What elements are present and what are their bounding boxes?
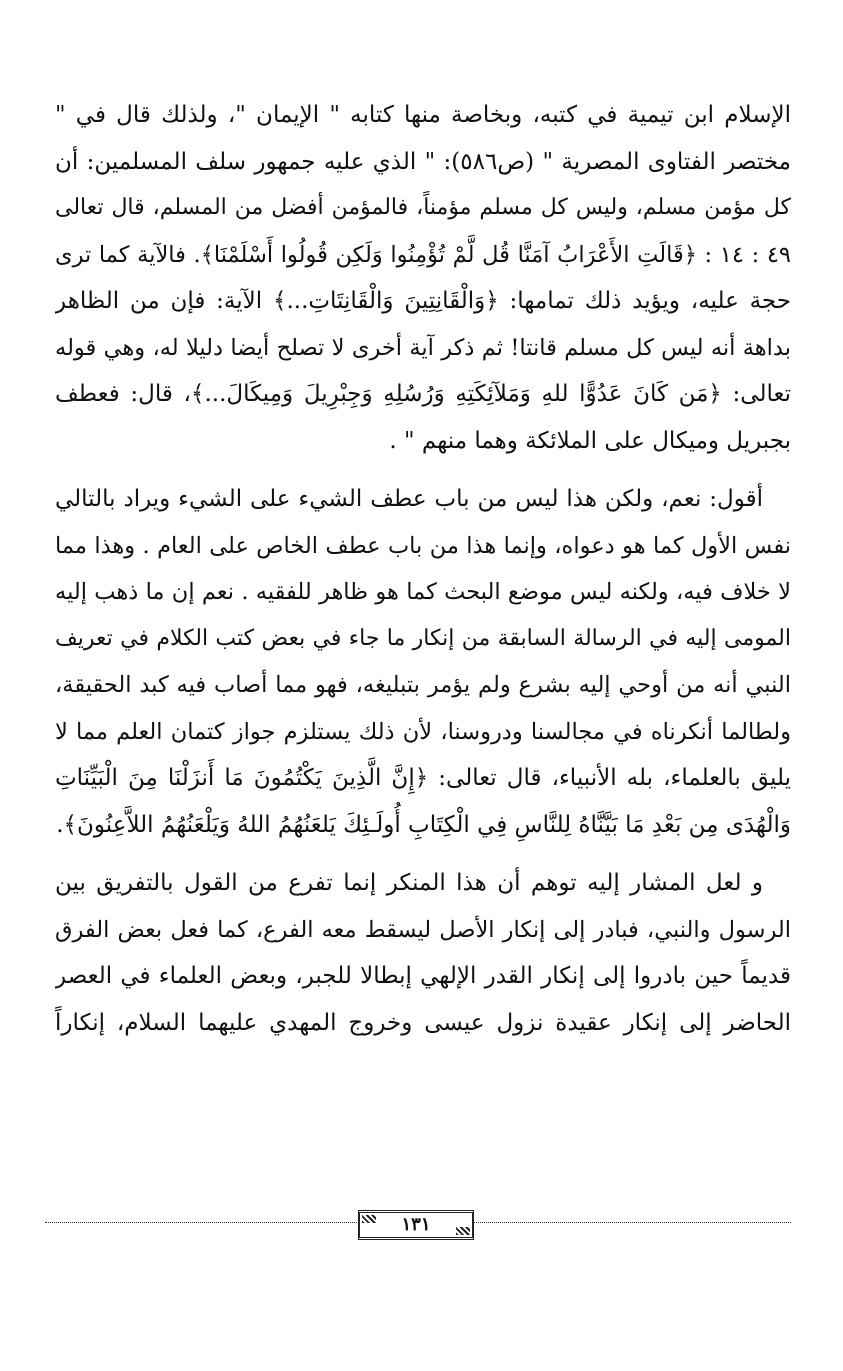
page-number: ١٣١ bbox=[401, 1214, 431, 1235]
paragraph-3 bbox=[55, 860, 791, 1046]
text-line: ولطالما أنكرناه في مجالسنا ودروسنا، لأن ذلك يستلزم جواز كتمان العلم مما لا bbox=[55, 718, 791, 745]
paragraph-2 bbox=[55, 476, 791, 848]
text-line: الحاضر إلى إنكار عقيدة نزول عيسى وخروج المهدي عليهما السلام، إنكاراً bbox=[55, 1009, 791, 1036]
text-line: ٤٩ : ١٤ : ﴿قَالَتِ الأَعْرَابُ آمَنَّا قُل لَّمْ تُؤْمِنُوا وَلَكِن قُولُوا أَسْلَمْنَا﴾. فالآية كما ترى bbox=[55, 241, 791, 268]
page-number-frame bbox=[358, 1210, 474, 1240]
text-line: قديماً حين بادروا إلى إنكار القدر الإلهي إبطالا للجبر، وبعض العلماء في العصر bbox=[55, 963, 791, 989]
page-footer bbox=[45, 1208, 791, 1248]
text-line: حجة عليه، ويؤيد ذلك تمامها: ﴿وَالْقَانِتِينَ وَالْقَانِتَاتِ...﴾ الآية: فإن من الظاهر bbox=[55, 288, 791, 314]
paragraph-gap bbox=[55, 848, 791, 860]
text-line: النبي أنه من أوحي إليه بشرع ولم يؤمر بتبليغه، فهو مما أصاب فيه كبد الحقيقة، bbox=[55, 672, 791, 698]
page-body bbox=[55, 92, 791, 1046]
text-line: لا خلاف فيه، ولكنه ليس موضع البحث كما هو ظاهر للفقيه . نعم إن ما ذهب إليه bbox=[55, 579, 791, 605]
text-line: نفس الأول كما هو دعواه، وإنما هذا من باب عطف الخاص على العام . وهذا مما bbox=[55, 532, 791, 559]
footer-dotted-rule bbox=[45, 1222, 363, 1223]
text-line: بجبريل وميكال على الملائكة وهما منهم " . bbox=[389, 427, 791, 454]
text-line: مختصر الفتاوى المصرية " (ص٥٨٦): " الذي عليه جمهور سلف المسلمين: أن bbox=[55, 148, 791, 175]
text-line: يليق بالعلماء، بله الأنبياء، قال تعالى: ﴿إِنَّ الَّذِينَ يَكْتُمُونَ مَا أَنزَلْنَا مِنَ الْبَيِّنَاتِ bbox=[55, 765, 791, 791]
text-line: تعالى: ﴿مَن كَانَ عَدُوًّا للهِ وَمَلآئِكَتِهِ وَرُسُلِهِ وَجِبْرِيلَ وَمِيكَالَ...﴾، قال: فعطف bbox=[55, 381, 791, 407]
paragraph-1 bbox=[55, 92, 791, 464]
text-line: الرسول والنبي، فبادر إلى إنكار الأصل ليسقط معه الفرع، كما فعل بعض الفرق bbox=[55, 916, 791, 943]
paragraph-gap bbox=[55, 464, 791, 476]
text-line: المومى إليه في الرسالة السابقة من إنكار ما جاء في بعض كتب الكلام في تعريف bbox=[55, 625, 791, 651]
text-line: الإسلام ابن تيمية في كتبه، وبخاصة منها كتابه " الإيمان "، ولذلك قال في " bbox=[55, 102, 791, 128]
text-line: و لعل المشار إليه توهم أن هذا المنكر إنما تفرع من القول بالتفريق بين bbox=[55, 870, 763, 896]
text-line: أقول: نعم، ولكن هذا ليس من باب عطف الشيء على الشيء ويراد بالتالي bbox=[55, 486, 763, 512]
text-line: بداهة أنه ليس كل مسلم قانتا! ثم ذكر آية أخرى لا تصلح أيضا دليلا له، وهي قوله bbox=[55, 334, 791, 361]
text-line: وَالْهُدَى مِن بَعْدِ مَا بَيَّنَّاهُ لِلنَّاسِ فِي الْكِتَابِ أُولَـئِكَ يَلعَنُهُمُ اللهُ وَيَلْعَنُهُمُ اللاَّعِنُونَ﴾. bbox=[56, 811, 791, 838]
footer-dotted-rule bbox=[473, 1222, 791, 1223]
text-line: كل مؤمن مسلم، وليس كل مسلم مؤمناً، فالمؤمن أفضل من المسلم، قال تعالى bbox=[55, 195, 791, 220]
